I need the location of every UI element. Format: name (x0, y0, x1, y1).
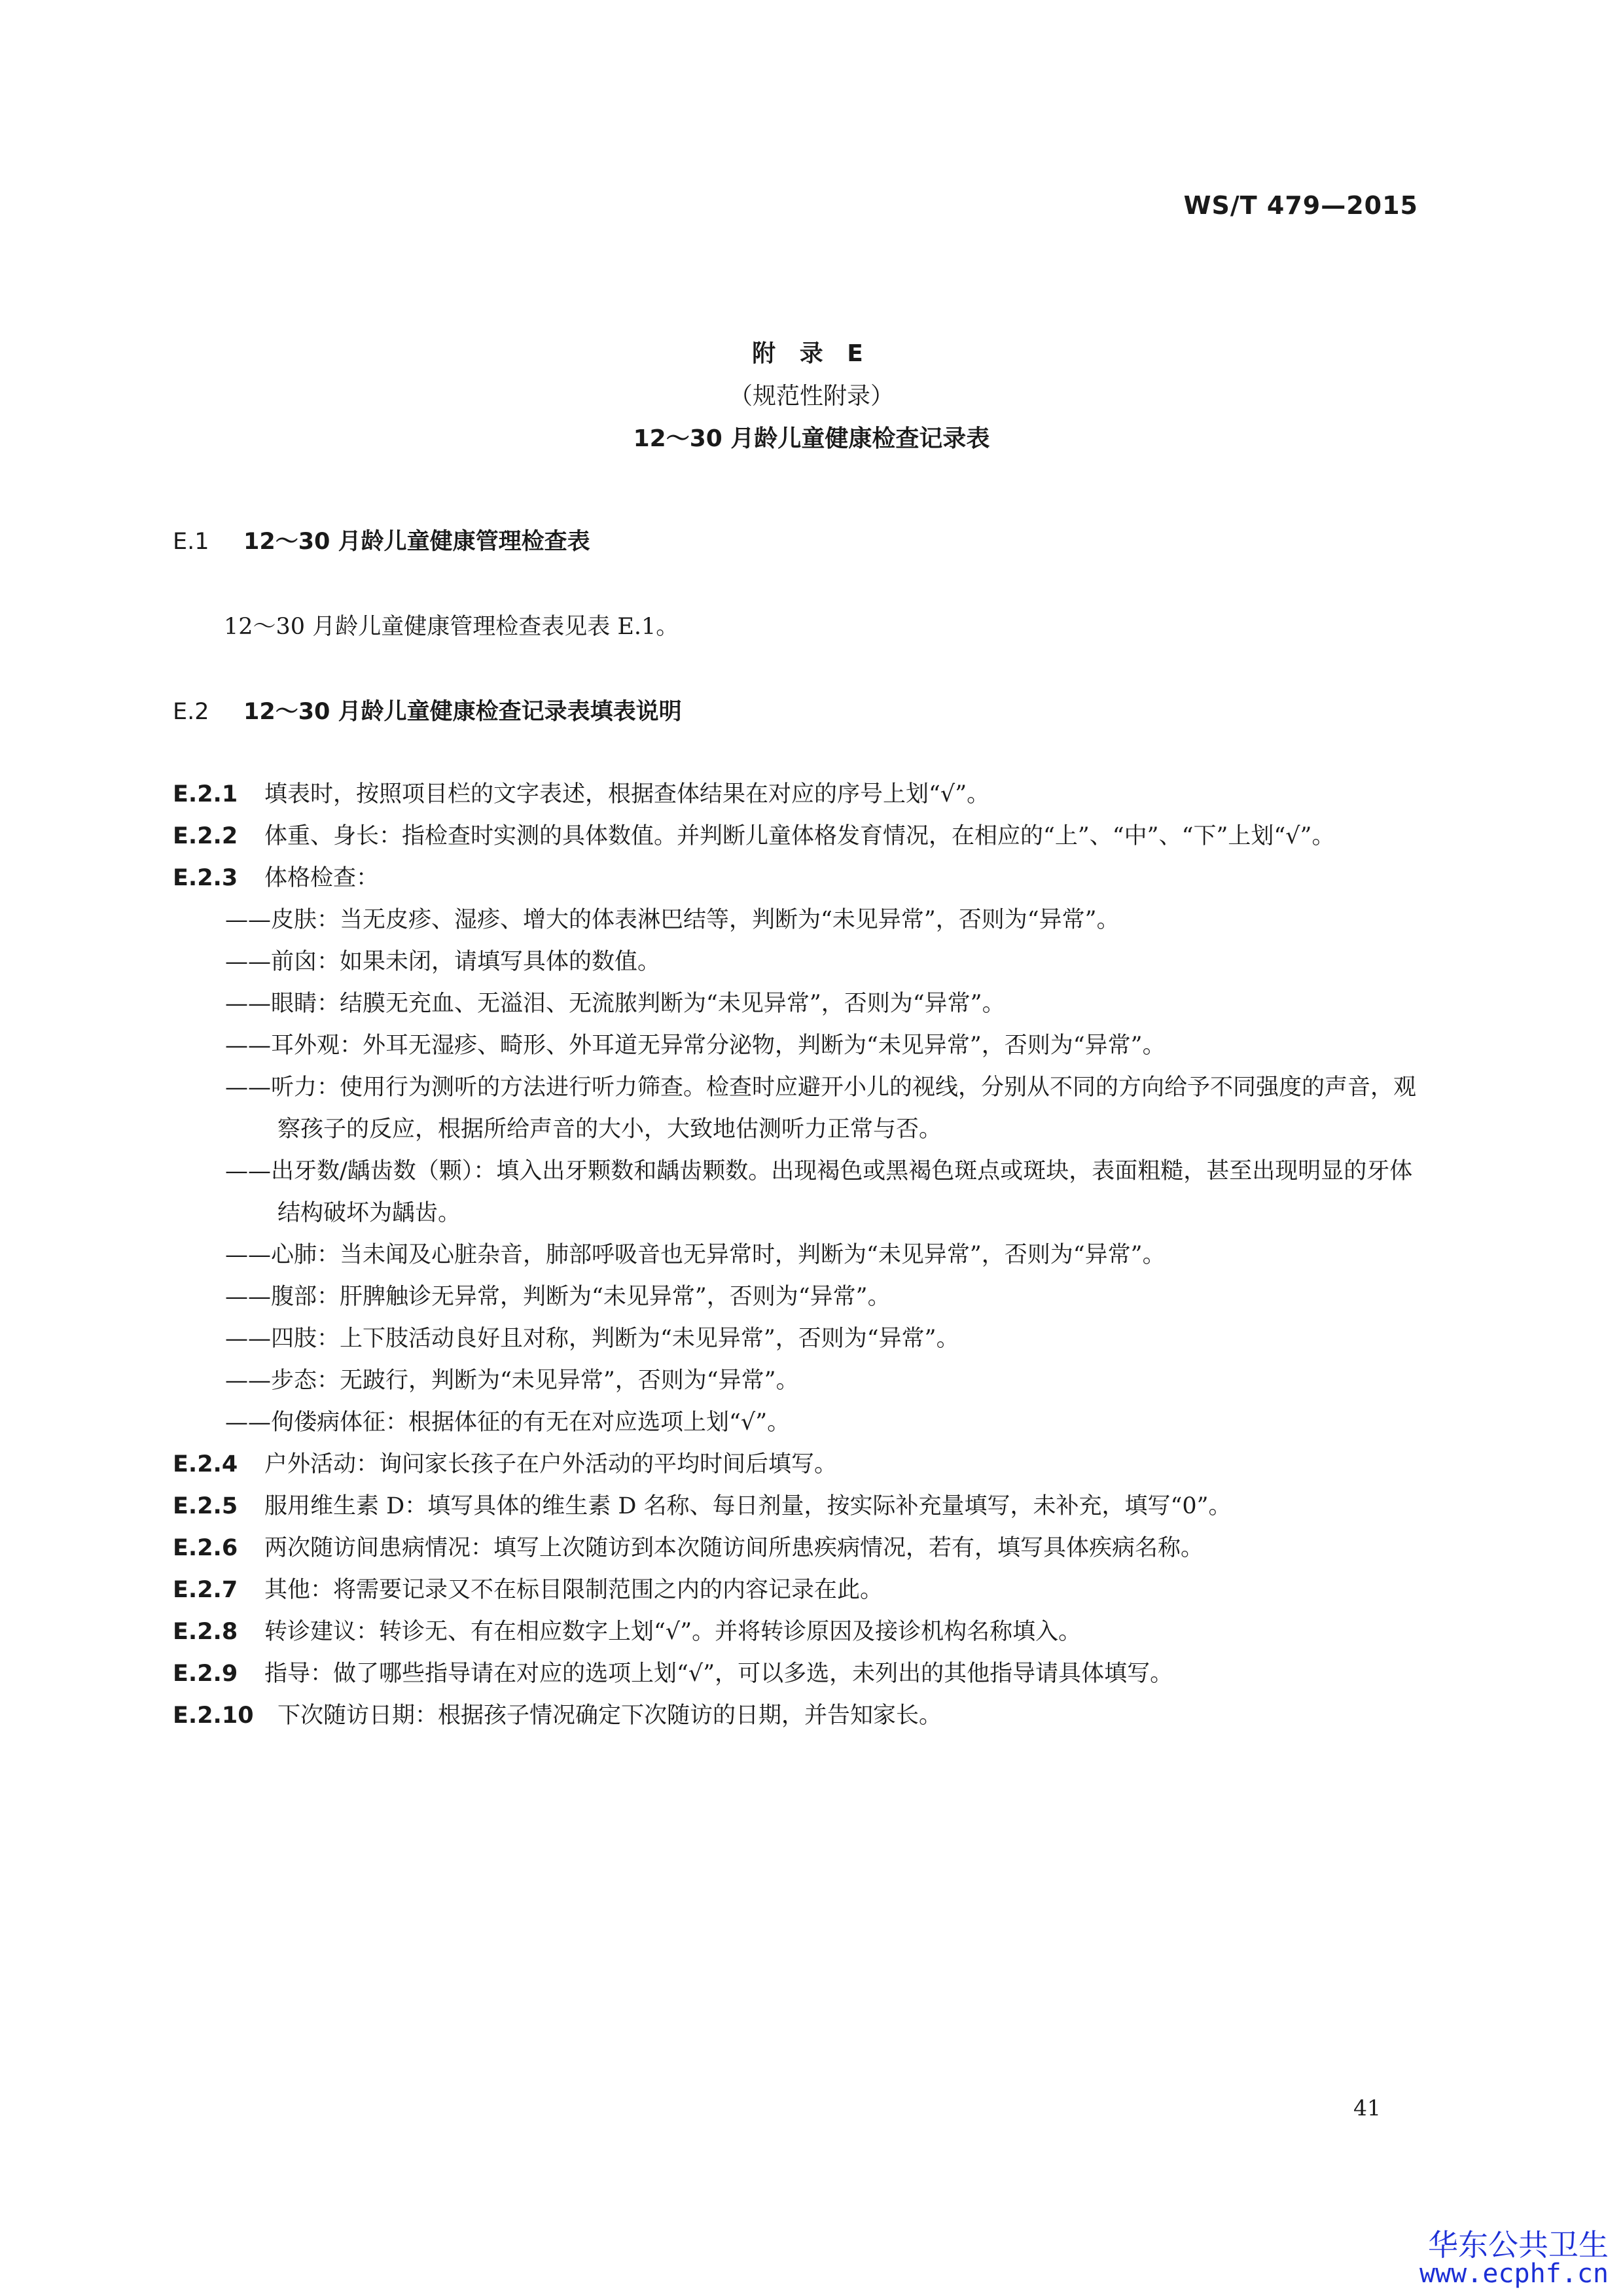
section-heading-e2 (173, 694, 682, 726)
section-number: E.2 (173, 699, 209, 725)
item-number: E.2.9 (173, 1661, 238, 1687)
item-text: 其他：将需要记录又不在标目限制范围之内的内容记录在此。 (264, 1577, 883, 1603)
item-text: 体重、身长：指检查时实测的具体数值。并判断儿童体格发育情况，在相应的“上”、“中”、“下”上划“√”。 (264, 823, 1335, 849)
section-number: E.1 (173, 529, 209, 555)
item-text: 体格检查： (264, 865, 380, 891)
item-number: E.2.4 (173, 1451, 238, 1477)
instructions-body (173, 773, 1429, 1737)
item-number: E.2.6 (173, 1535, 238, 1561)
item-e2-3 (173, 857, 1429, 899)
paragraph-e1: 12～30 月龄儿童健康管理检查表见表 E.1。 (224, 614, 679, 640)
item-text: 填表时，按照项目栏的文字表述，根据查体结果在对应的序号上划“√”。 (264, 781, 990, 807)
item-number: E.2.2 (173, 823, 238, 849)
item-e2-2 (173, 815, 1429, 857)
item-text: 下次随访日期：根据孩子情况确定下次随访的日期，并告知家长。 (277, 1703, 942, 1729)
section-title: 12～30 月龄儿童健康管理检查表 (243, 529, 590, 555)
item-e2-1 (173, 773, 1429, 815)
exam-item-eyes: ——眼睛：结膜无充血、无溢泪、无流脓判断为“未见异常”，否则为“异常”。 (225, 991, 1005, 1017)
exam-item-hearing: ——听力：使用行为测听的方法进行听力筛查。检查时应避开小儿的视线，分别从不同的方向给予不同强度的声音，观察孩子的反应，根据所给声音的大小，大致地估测听力正常与否。 (225, 1074, 1417, 1142)
appendix-label: 附 录 E (752, 340, 871, 367)
item-number: E.2.8 (173, 1619, 238, 1645)
item-e2-5 (173, 1485, 1429, 1527)
item-number: E.2.7 (173, 1577, 238, 1603)
item-text: 转诊建议：转诊无、有在相应数字上划“√”。并将转诊原因及接诊机构名称填入。 (264, 1619, 1082, 1645)
exam-item-fontanelle: ——前囟：如果未闭，请填写具体的数值。 (225, 949, 661, 975)
watermark-url: www.ecphf.cn (1419, 2259, 1609, 2289)
item-e2-4 (173, 1443, 1429, 1485)
exam-item-gait: ——步态：无跛行，判断为“未见异常”，否则为“异常”。 (225, 1368, 799, 1394)
exam-item-limbs: ——四肢：上下肢活动良好且对称，判断为“未见异常”，否则为“异常”。 (225, 1326, 959, 1352)
item-e2-8 (173, 1611, 1429, 1653)
exam-item-abdomen: ——腹部：肝脾触诊无异常，判断为“未见异常”，否则为“异常”。 (225, 1284, 891, 1310)
exam-item-heart-lungs: ——心肺：当未闻及心脏杂音，肺部呼吸音也无异常时，判断为“未见异常”，否则为“异常”。 (225, 1242, 1166, 1268)
item-number: E.2.1 (173, 781, 238, 807)
item-text: 户外活动：询问家长孩子在户外活动的平均时间后填写。 (264, 1451, 838, 1477)
item-e2-6 (173, 1527, 1429, 1569)
exam-item-skin: ——皮肤：当无皮疹、湿疹、增大的体表淋巴结等，判断为“未见异常”，否则为“异常”。 (225, 907, 1120, 933)
item-text: 指导：做了哪些指导请在对应的选项上划“√”，可以多选，未列出的其他指导请具体填写。 (264, 1661, 1173, 1687)
item-e2-7 (173, 1569, 1429, 1611)
standard-code: WS/T 479—2015 (1183, 191, 1418, 220)
item-text: 服用维生素 D：填写具体的维生素 D 名称、每日剂量，按实际补充量填写，未补充，填写“0”。 (264, 1493, 1232, 1519)
item-number: E.2.3 (173, 865, 238, 891)
appendix-type: （规范性附录） (728, 383, 894, 410)
item-e2-9 (173, 1653, 1429, 1695)
watermark-name: 华东公共卫生 (1428, 2227, 1609, 2263)
item-number: E.2.5 (173, 1493, 238, 1519)
item-text: 两次随访间患病情况：填写上次随访到本次随访间所患疾病情况，若有，填写具体疾病名称。 (264, 1535, 1204, 1561)
section-heading-e1 (173, 523, 590, 556)
item-e2-10 (173, 1695, 1429, 1737)
exam-item-rickets: ——佝偻病体征：根据体征的有无在对应选项上划“√”。 (225, 1409, 791, 1436)
section-title: 12～30 月龄儿童健康检查记录表填表说明 (243, 699, 682, 725)
exam-item-ears: ——耳外观：外耳无湿疹、畸形、外耳道无异常分泌物，判断为“未见异常”，否则为“异常”。 (225, 1033, 1166, 1059)
item-number: E.2.10 (173, 1703, 254, 1729)
page-number: 41 (1353, 2095, 1381, 2121)
appendix-title: 12～30 月龄儿童健康检查记录表 (633, 425, 990, 452)
exam-item-teeth: ——出牙数/龋齿数（颗）：填入出牙颗数和龋齿颗数。出现褐色或黑褐色斑点或斑块，表面粗糙，甚至出现明显的牙体结构破坏为龋齿。 (225, 1158, 1413, 1226)
